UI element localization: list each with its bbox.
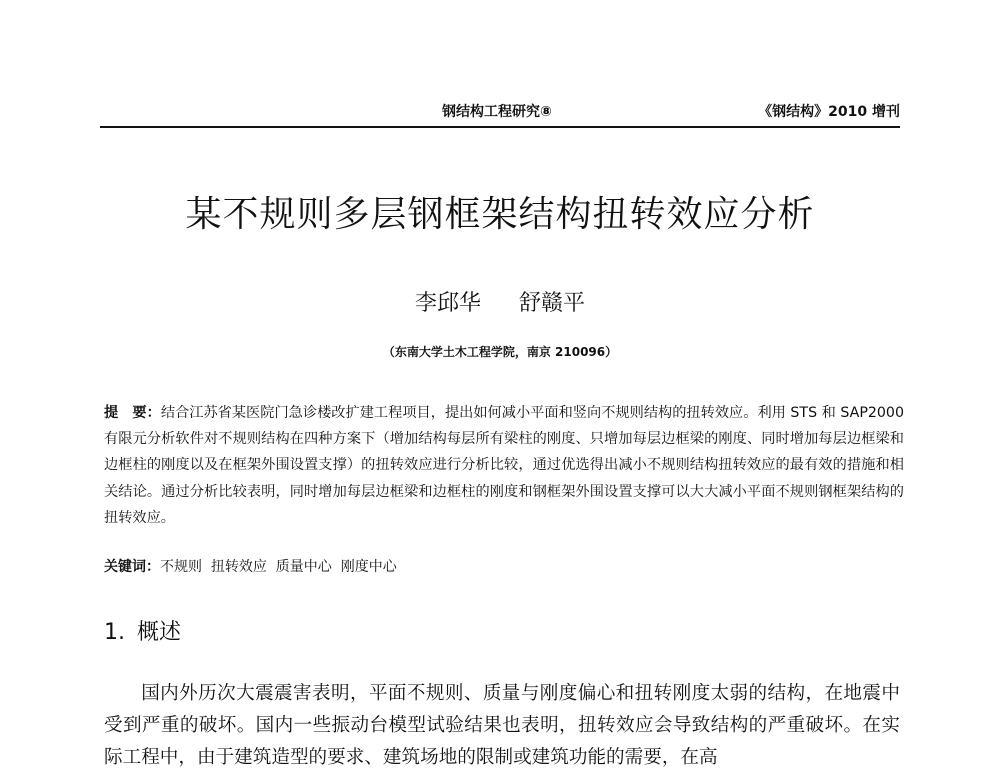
author-list [0,286,1000,317]
author-1: 李邱华 [414,291,481,316]
abstract-label: 提 要： [104,405,161,421]
section-heading [104,615,181,646]
section-title: 概述 [137,620,182,645]
affiliation: （东南大学土木工程学院，南京 210096） [382,345,618,359]
keywords-text: 不规则 扭转效应 质量中心 刚度中心 [160,559,397,575]
running-header [100,101,900,125]
journal-label: 《钢结构》2010 增刊 [758,104,900,120]
paper-title: 某不规则多层钢框架结构扭转效应分析 [185,194,815,235]
author-2: 舒赣平 [519,291,586,316]
body-paragraph: 国内外历次大震震害表明，平面不规则、质量与刚度偏心和扭转刚度太弱的结构，在地震中受到严重的破坏。国内一些振动台模型试验结果也表明，扭转效应会导致结构的严重破坏。在实际工程中，由于建筑造型的要求、建筑场地的限制或建筑功能的需要，在高 [104,683,900,768]
series-label: 钢结构工程研究⑧ [442,104,552,120]
keywords-label: 关键词： [104,559,160,575]
abstract-text: 结合江苏省某医院门急诊楼改扩建工程项目，提出如何减小平面和竖向不规则结构的扭转效应。利用 STS 和 SAP2000 有限元分析软件对不规则结构在四种方案下（增加结构每层所有梁柱的刚度、只增加每层边框梁的刚度、同时增加每层边框梁和边框柱的刚度以及在框架外围设置支撑）的扭转效应进行分析比较，通过优选得出减小不规则结构扭转效应的最有效的措施和相关结论。通过分析比较表明，同时增加每层边框梁和边框柱的刚度和钢框架外围设置支撑可以大大减小平面不规则钢框架结构的扭转效应。 [104,405,904,526]
abstract [104,400,904,531]
keywords [104,557,904,577]
header-rule [100,126,900,128]
section-number: 1. [104,620,125,645]
